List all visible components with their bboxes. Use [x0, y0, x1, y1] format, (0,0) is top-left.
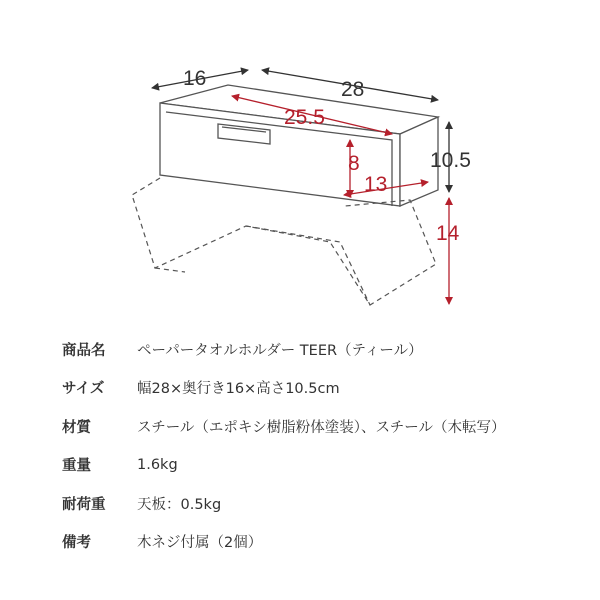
- holder-box: [160, 85, 438, 206]
- spec-label: 重量: [62, 458, 91, 475]
- spec-row-product-name: [62, 330, 582, 369]
- inner-height-label: 8: [348, 152, 360, 175]
- spec-row-weight: [62, 446, 582, 485]
- spec-row-notes: [62, 523, 582, 562]
- spec-label: 備考: [62, 535, 91, 552]
- spec-table: [62, 330, 582, 561]
- spec-value: 幅28×奥行き16×高さ10.5cm: [137, 381, 340, 398]
- length-label: 28: [341, 78, 365, 101]
- top-inner-label: 25.5: [284, 106, 325, 129]
- height-label: 10.5: [430, 149, 471, 172]
- spec-row-size: [62, 369, 582, 408]
- spec-value: 1.6kg: [137, 456, 178, 473]
- spec-row-material: [62, 407, 582, 446]
- mount-height-label: 14: [436, 222, 460, 245]
- spec-label: サイズ: [62, 381, 105, 398]
- spec-label: 材質: [62, 419, 91, 436]
- spec-value: スチール（エポキシ樹脂粉体塗装）、スチール（木転写）: [137, 419, 506, 436]
- spec-value: 木ネジ付属（2個）: [137, 535, 263, 552]
- spec-value: 天板：0.5kg: [137, 496, 222, 513]
- width-label: 16: [183, 67, 207, 90]
- spec-label: 耐荷重: [62, 496, 106, 513]
- inner-depth-label: 13: [364, 173, 388, 196]
- spec-label: 商品名: [62, 342, 106, 359]
- spec-value: ペーパータオルホルダー TEER（ティール）: [137, 342, 423, 359]
- spec-row-load-capacity: [62, 484, 582, 523]
